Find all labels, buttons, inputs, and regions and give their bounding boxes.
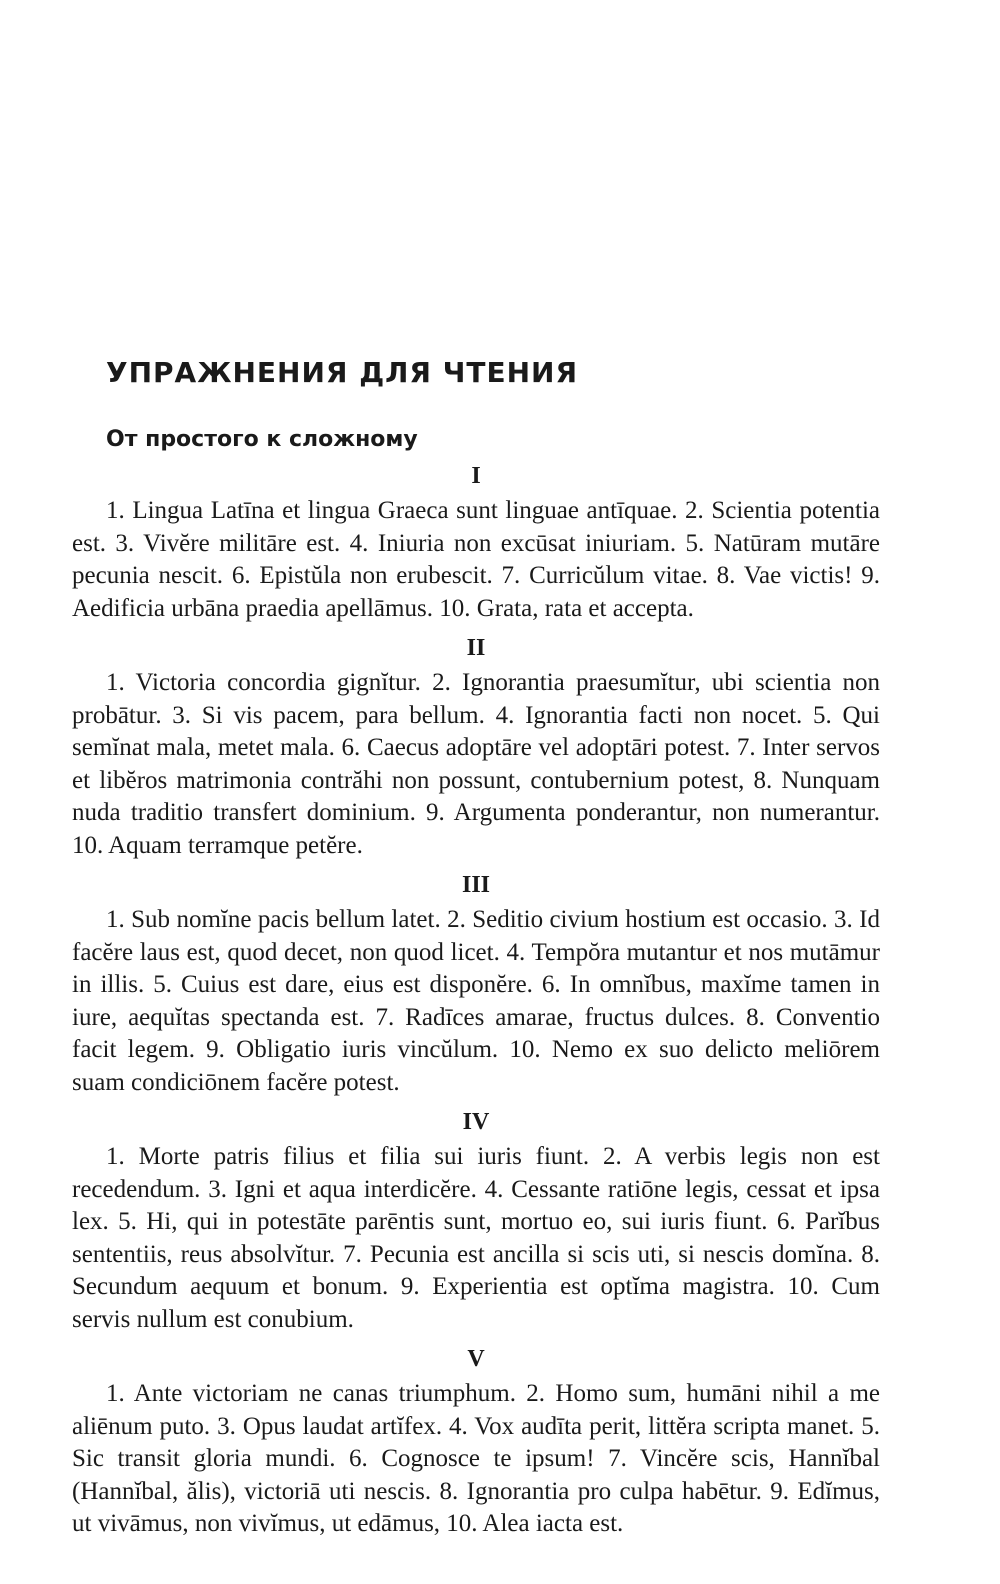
- section-numeral: III: [461, 872, 491, 898]
- exercise-section-3: [72, 870, 880, 1099]
- section-numeral: II: [466, 635, 486, 661]
- section-text: 1. Lingua Latīna et lingua Graeca sunt linguae antīquae. 2. Scientia potentia est. 3. Vivĕre militāre est. 4. Iniuria non excūsat iniuriam. 5. Natūram mutāre pecunia nescit. 6. Epistŭla non erubescit. 7. Curricŭlum vitae. 8. Vae victis! 9. Aedificia urbāna praedia apellāmus. 10. Grata, rata et accepta.: [72, 497, 880, 622]
- exercise-section-5: [72, 1344, 880, 1541]
- section-text: 1. Morte patris filius et filia sui iuris fiunt. 2. A verbis legis non est recedendum. 3. Igni et aqua interdicĕre. 4. Cessante ratiōne legis, cessat et ipsa lex. 5. Hi, qui in potestāte parēntis sunt, mortuo eo, sui iuris fiunt. 6. Parĭbus sententiis, reus absolvĭtur. 7. Pecunia est ancilla si scis uti, si nescis domĭna. 8. Secundum aequum et bonum. 9. Experientia est optĭma magistra. 10. Cum servis nullum est conubium.: [72, 1143, 880, 1333]
- exercise-section-1: [72, 461, 880, 625]
- exercise-section-2: [72, 633, 880, 862]
- section-text: 1. Sub nomĭne pacis bellum latet. 2. Seditio civium hostium est occasio. 3. Id facĕre laus est, quod decet, non quod licet. 4. Tempŏra mutantur et nos mutāmur in illis. 5. Cuius est dare, eius est disponĕre. 6. In omnĭbus, maxĭme tamen in iure, aequĭtas spectanda est. 7. Radīces amarae, fructus dulces. 8. Conventio facit legem. 9. Obligatio iuris vincŭlum. 10. Nemo ex suo delicto meliōrem suam condiciōnem facĕre potest.: [72, 906, 880, 1096]
- section-numeral: I: [471, 463, 481, 489]
- section-text: 1. Victoria concordia gignĭtur. 2. Ignorantia praesumĭtur, ubi scientia non probātur. 3. Si vis pacem, para bellum. 4. Ignorantia facti non nocet. 5. Qui semĭnat mala, metet mala. 6. Caecus adoptāre vel adoptāri potest. 7. Inter servos et libĕros matrimonia contrăhi non possunt, contubernium potest, 8. Nunquam nuda traditio transfert dominium. 9. Argumenta ponderantur, non numerantur. 10. Aquam terramque petĕre.: [72, 669, 880, 859]
- section-text: 1. Ante victoriam ne canas triumphum. 2. Homo sum, humāni nihil a me aliēnum puto. 3. Opus laudat artĭfex. 4. Vox audīta perit, littĕra scripta manet. 5. Sic transit gloria mundi. 6. Cognosce te ipsum! 7. Vincĕre scis, Hannĭbal (Hannĭbal, ălis), victoriā uti nescis. 8. Ignorantia pro culpa habētur. 9. Edĭmus, ut vivāmus, non vivĭmus, ut edāmus, 10. Alea iacta est.: [72, 1380, 880, 1537]
- page-title: УПРАЖНЕНИЯ ДЛЯ ЧТЕНИЯ: [106, 356, 579, 389]
- section-subtitle: От простого к сложному: [106, 427, 418, 452]
- section-numeral: IV: [462, 1109, 490, 1135]
- section-numeral: V: [467, 1346, 485, 1372]
- page-content: [72, 355, 880, 1549]
- exercise-section-4: [72, 1107, 880, 1336]
